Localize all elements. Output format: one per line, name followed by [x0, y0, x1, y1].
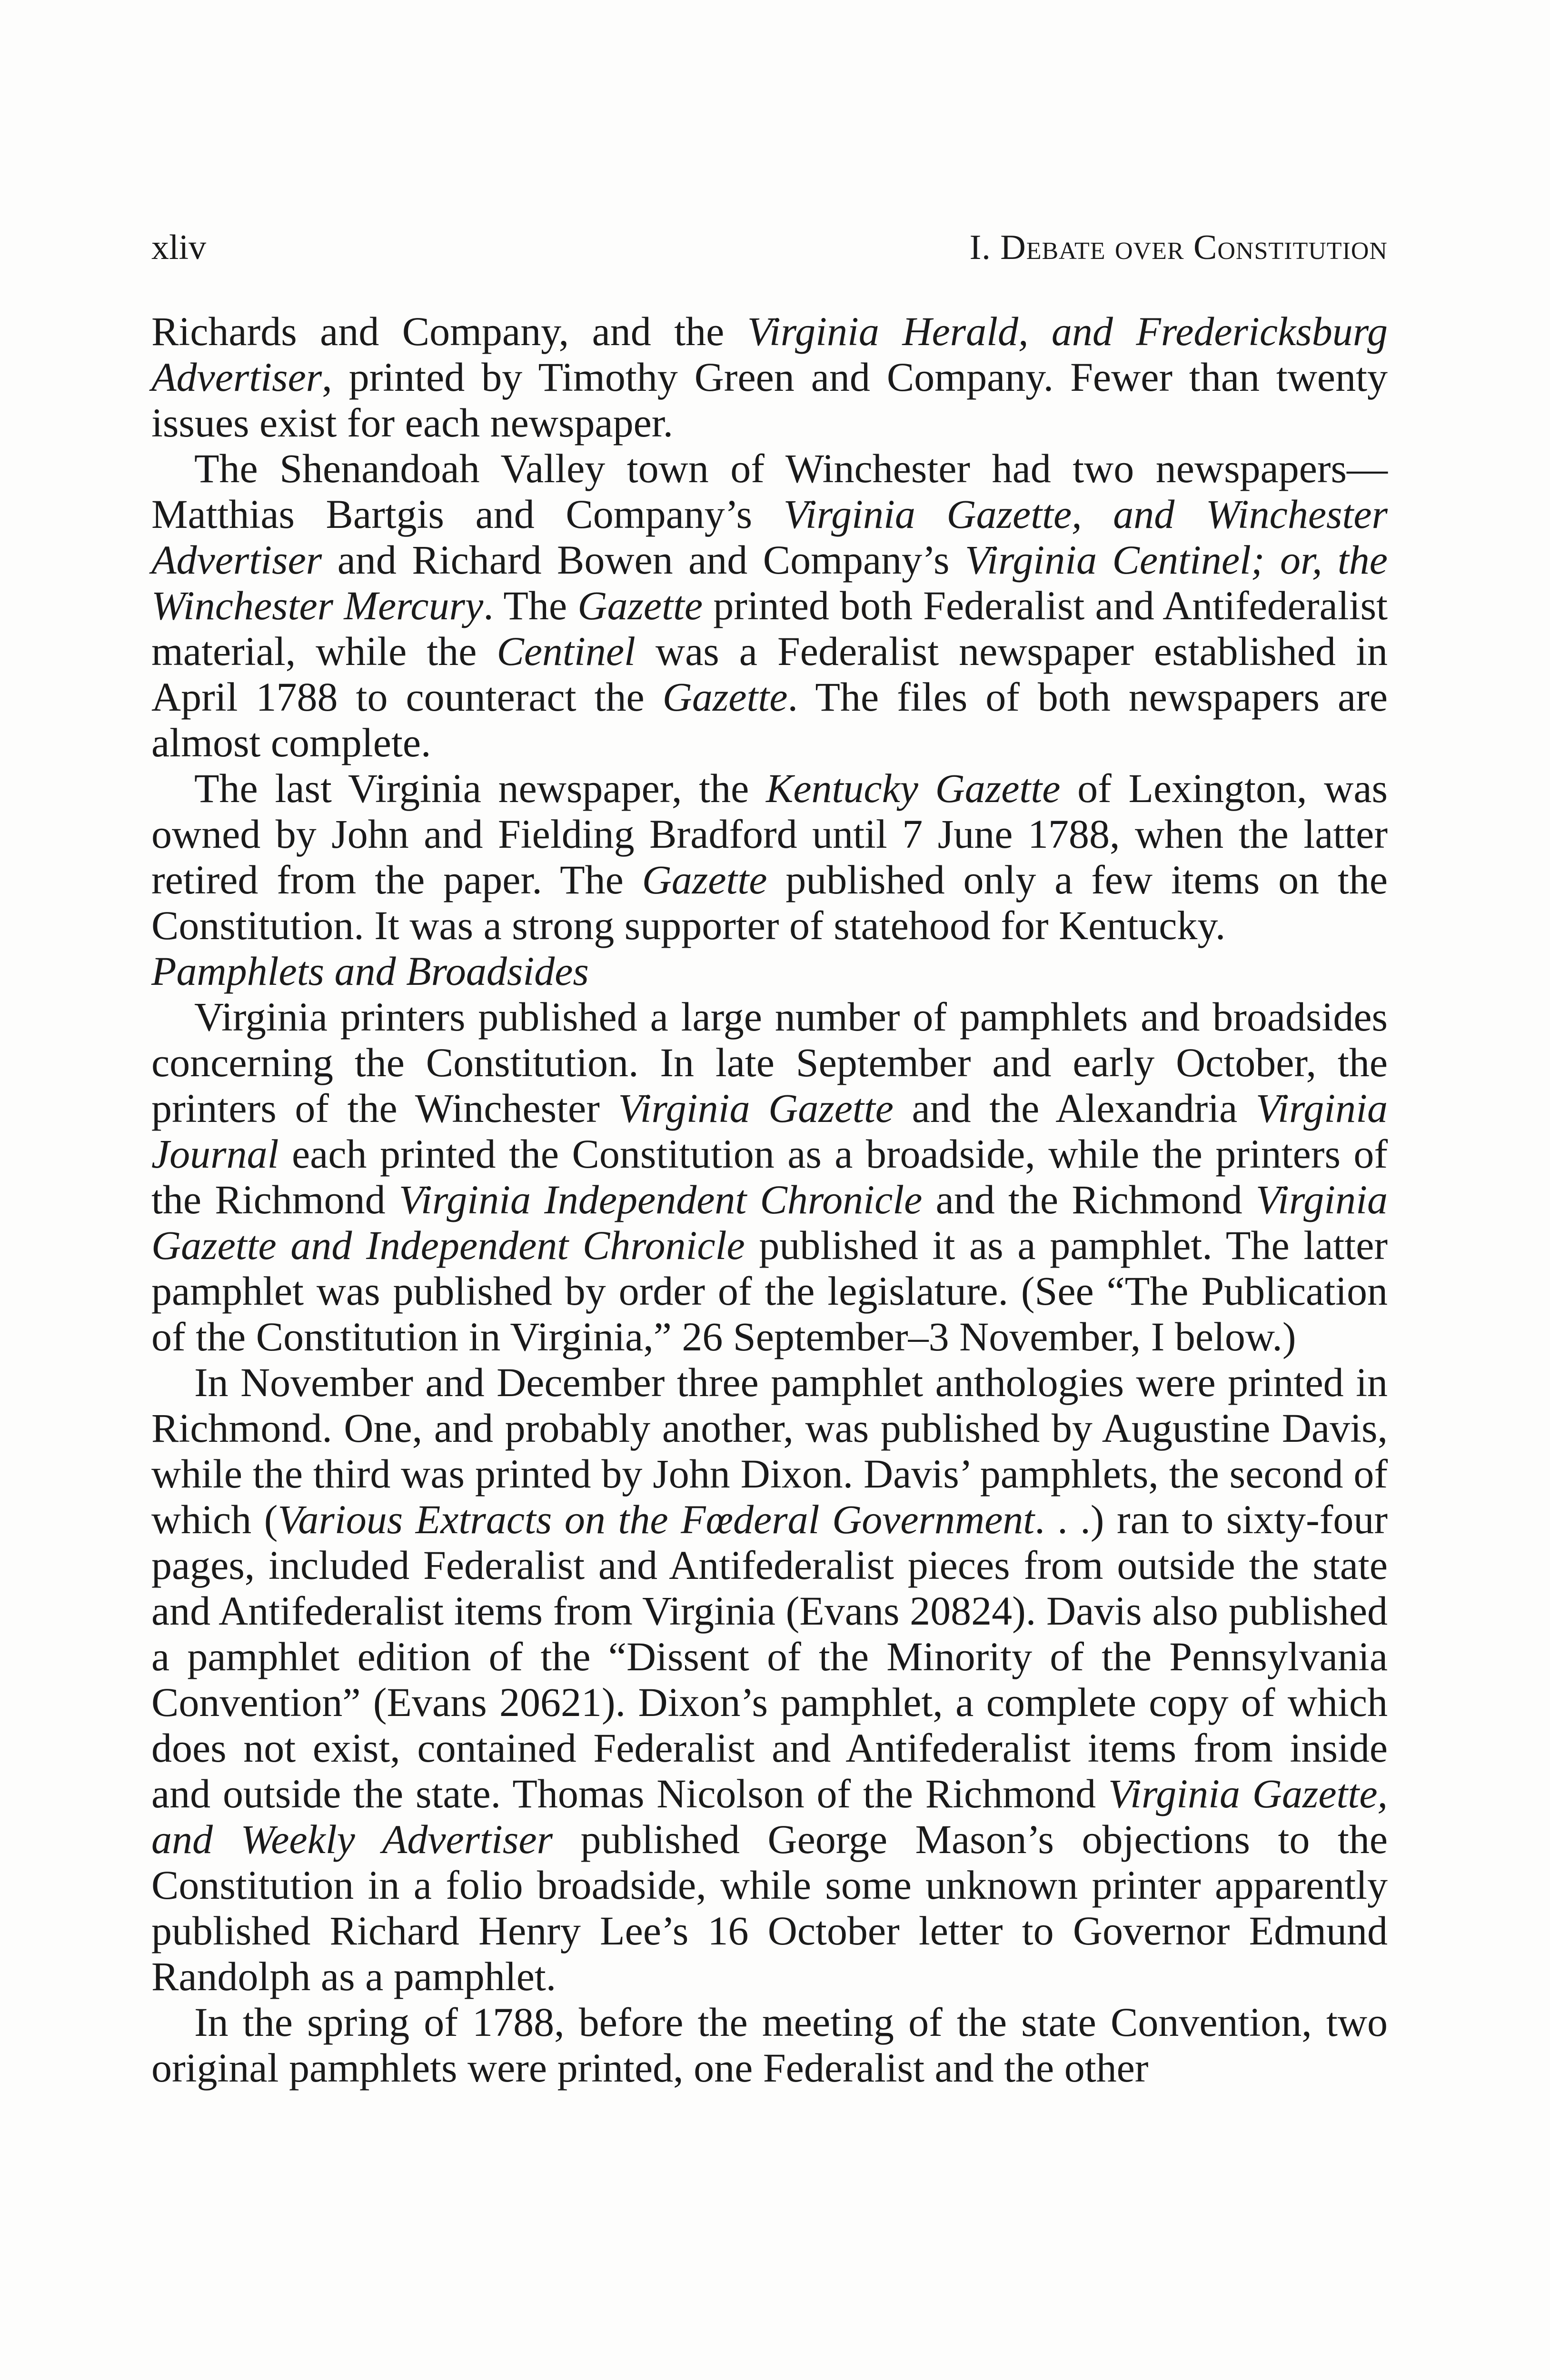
newspaper-title: Virginia Herald, and Fredericksburg Advertiser [151, 308, 1388, 400]
running-title: I. Debate over Constitution [969, 228, 1388, 267]
paragraph: In November and December three pamphlet anthologies were printed in Richmond. One, and probably another, was published by Augustine Davis, while the third was printed by John Dixon. Davis’ pamphlets, the second of which (Various Extracts on the Fœderal Government. . .) ran to sixty-four pages, included Federalist and Antifederalist pieces from outside the state and Antifederalist items from Virginia (Evans 20824). Davis also published a pamphlet edition of the “Dissent of the Minority of the Pennsylvania Convention” (Evans 20621). Dixon’s pamphlet, a complete copy of which does not exist, contained Federalist and Antifederalist items from inside and outside the state. Thomas Nicolson of the Richmond Virginia Gazette, and Weekly Advertiser published George Mason’s objections to the Constitution in a folio broadside, while some unknown printer apparently published Richard Henry Lee’s 16 October letter to Governor Edmund Randolph as a pamphlet. [151, 1359, 1388, 1999]
newspaper-title: Virginia Centinel; or, the Winchester Mercury [151, 537, 1388, 628]
page-number: xliv [151, 228, 207, 267]
paragraph: In the spring of 1788, before the meeting of the state Convention, two original pamphlets were printed, one Federalist and the other [151, 1999, 1388, 2091]
newspaper-title: Virginia Journal [151, 1085, 1388, 1177]
pamphlet-title: Various Extracts on the Fœderal Government [278, 1497, 1035, 1542]
newspaper-title: Virginia Gazette and Independent Chronicle [151, 1177, 1388, 1268]
running-header [151, 226, 1388, 269]
newspaper-title: Gazette [577, 583, 703, 628]
paragraph: Virginia printers published a large number of pamphlets and broadsides concerning the Constitution. In late September and early October, the printers of the Winchester Virginia Gazette and the Alexandria Virginia Journal each printed the Constitution as a broadside, while the printers of the Richmond Virginia Independent Chronicle and the Richmond Virginia Gazette and Independent Chronicle published it as a pamphlet. The latter pamphlet was published by order of the legislature. (See “The Publication of the Constitution in Virginia,” 26 September–3 November, I below.) [151, 994, 1388, 1359]
newspaper-title: Virginia Independent Chronicle [398, 1177, 923, 1222]
newspaper-title: Kentucky Gazette [766, 765, 1061, 811]
paragraph: The last Virginia newspaper, the Kentucky Gazette of Lexington, was owned by John and Fielding Bradford until 7 June 1788, when the latter retired from the paper. The Gazette published only a few items on the Constitution. It was a strong supporter of statehood for Kentucky. [151, 765, 1388, 948]
newspaper-title: Virginia Gazette [618, 1085, 894, 1131]
newspaper-title: Gazette [662, 674, 788, 720]
newspaper-title: Centinel [497, 628, 636, 674]
newspaper-title: Virginia Gazette, and Weekly Advertiser [151, 1771, 1388, 1862]
paragraph: The Shenandoah Valley town of Winchester had two newspapers—Matthias Bartgis and Company’s Virginia Gazette, and Winchester Advertiser and Richard Bowen and Company’s Virginia Centinel; or, the Winchester Mercury. The Gazette printed both Federalist and Antifederalist material, while the Centinel was a Federalist newspaper established in April 1788 to counteract the Gazette. The files of both newspapers are almost complete. [151, 446, 1388, 765]
section-heading: Pamphlets and Broadsides [151, 948, 589, 994]
paragraph: Richards and Company, and the Virginia Herald, and Fredericksburg Advertiser, printed by Timothy Green and Company. Fewer than twenty issues exist for each newspaper. [151, 308, 1388, 446]
newspaper-title: Gazette [642, 857, 767, 902]
newspaper-title: Virginia Gazette, and Winchester Advertiser [151, 491, 1388, 583]
body-text [151, 308, 1388, 2091]
